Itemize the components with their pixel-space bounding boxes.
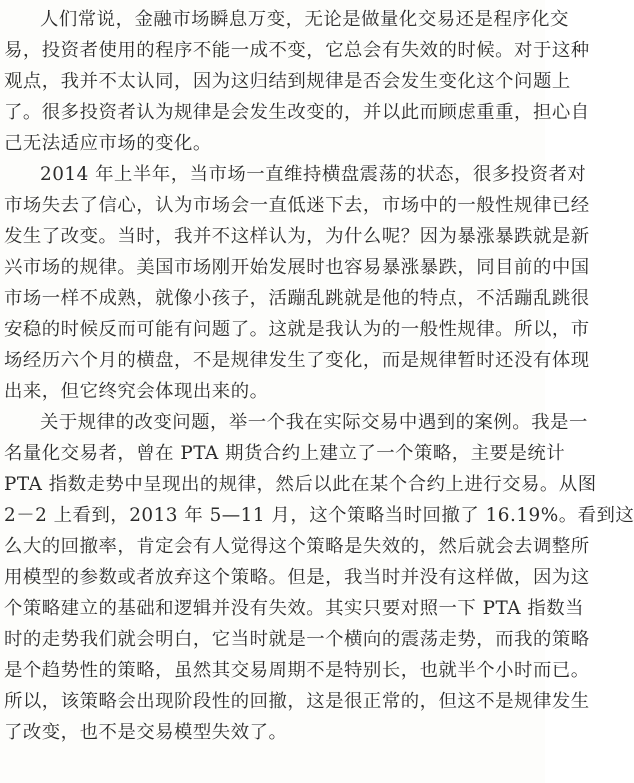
paragraph-1-line-2: 易，投资者使用的程序不能一成不变，它总会有失效的时候。对于这种 — [4, 40, 590, 61]
paragraph-2-line-8: 出来，但它终究会体现出来的。 — [4, 381, 269, 402]
paragraph-3-line-7: 个策略建立的基础和逻辑并没有失效。其实只要对照一下 PTA 指数当 — [4, 598, 585, 619]
paragraph-2-line-4: 兴市场的规律。美国市场刚开始发展时也容易暴涨暴跌，同目前的中国 — [4, 257, 590, 278]
paragraph-2-line-7: 场经历六个月的横盘，不是规律发生了变化，而是规律暂时还没有体现 — [4, 350, 590, 371]
paragraph-3-line-4: 2－2 上看到，2013 年 5—11 月，这个策略当时回撤了 16.19%。看到这 — [4, 505, 634, 526]
paragraph-3-line-1: 关于规律的改变问题，举一个我在实际交易中遇到的案例。我是一 — [40, 412, 588, 433]
paragraph-1-line-4: 了。很多投资者认为规律是会发生改变的，并以此而顾虑重重，担心自 — [4, 102, 590, 123]
paragraph-2-line-1: 2014 年上半年，当市场一直维持横盘震荡的状态，很多投资者对 — [40, 164, 587, 185]
paragraph-2-line-6: 安稳的时候反而可能有问题了。这就是我认为的一般性规律。所以，市 — [4, 319, 590, 340]
paragraph-1-line-3: 观点，我并不太认同，因为这归结到规律是否会发生变化这个问题上 — [4, 71, 571, 92]
paragraph-2-line-3: 发生了改变。当时，我并不这样认为，为什么呢？因为暴涨暴跌就是新 — [4, 226, 590, 247]
paragraph-3-line-10: 所以，该策略会出现阶段性的回撤，这是很正常的，但这不是规律发生 — [4, 691, 590, 712]
paragraph-3-line-2: 名量化交易者，曾在 PTA 期货合约上建立了一个策略，主要是统计 — [4, 443, 566, 464]
paragraph-2-line-2: 市场失去了信心，认为市场会一直低迷下去，市场中的一般性规律已经 — [4, 195, 590, 216]
paragraph-3-line-9: 是个趋势性的策略，虽然其交易周期不是特别长，也就半个小时而已。 — [4, 660, 590, 681]
paragraph-1-line-5: 己无法适应市场的变化。 — [4, 133, 212, 154]
paragraph-2-line-5: 市场一样不成熟，就像小孩子，活蹦乱跳就是他的特点，不活蹦乱跳很 — [4, 288, 590, 309]
paragraph-3-line-3: PTA 指数走势中呈现出的规律，然后以此在某个合约上进行交易。从图 — [4, 474, 597, 495]
paragraph-3-line-11: 了改变，也不是交易模型失效了。 — [4, 722, 288, 743]
paragraph-3-line-6: 用模型的参数或者放弃这个策略。但是，我当时并没有这样做，因为这 — [4, 567, 590, 588]
paragraph-1-line-1: 人们常说，金融市场瞬息万变，无论是做量化交易还是程序化交 — [40, 9, 569, 30]
body-text — [4, 4, 634, 748]
paragraph-3-line-5: 么大的回撤率，肯定会有人觉得这个策略是失效的，然后就会去调整所 — [4, 536, 590, 557]
paragraph-3-line-8: 时的走势我们就会明白，它当时就是一个横向的震荡走势，而我的策略 — [4, 629, 590, 650]
